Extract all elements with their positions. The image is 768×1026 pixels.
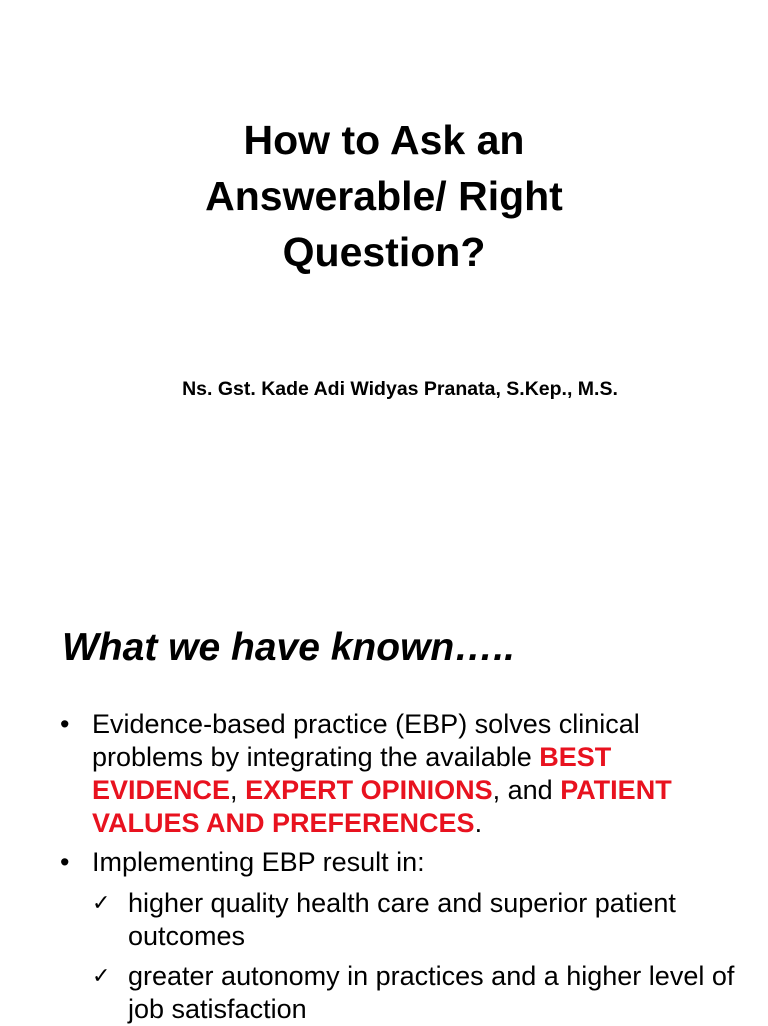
- emphasis-best-evidence: BEST EVIDENCE: [92, 742, 612, 805]
- separator-text: ,: [230, 775, 246, 805]
- period-text: .: [474, 808, 483, 838]
- title-line-1: How to Ask an: [243, 117, 525, 163]
- emphasis-patient-values: PATIENT VALUES AND PREFERENCES: [92, 775, 672, 838]
- slide-title: [0, 112, 768, 280]
- check-item-autonomy: [92, 960, 748, 1026]
- slide-heading: What we have known…..: [62, 626, 515, 669]
- checkmark-icon: ✓: [92, 964, 111, 989]
- check-item-quality: [92, 887, 748, 953]
- bullet-icon: •: [60, 847, 70, 877]
- emphasis-expert-opinions: EXPERT OPINIONS: [245, 775, 493, 805]
- author-name: Ns. Gst. Kade Adi Widyas Pranata, S.Kep., M.S.: [182, 378, 618, 400]
- bullet-implementing-ebp: [60, 846, 742, 879]
- content-slide: [0, 580, 768, 1024]
- checkmark-icon: ✓: [92, 891, 111, 916]
- check-item-text: higher quality health care and superior patient outcomes: [128, 888, 676, 951]
- bullet-ebp-definition: [60, 708, 742, 840]
- bullet-text: Implementing EBP result in:: [92, 847, 425, 877]
- title-line-3: Question?: [282, 229, 486, 275]
- title-line-2: Answerable/ Right: [205, 173, 563, 219]
- bullet-text: Evidence-based practice (EBP) solves clinical problems by integrating the available: [92, 709, 640, 772]
- separator-text: , and: [492, 775, 561, 805]
- check-item-text: greater autonomy in practices and a higher level of job satisfaction: [128, 961, 735, 1024]
- bullet-icon: •: [60, 709, 70, 739]
